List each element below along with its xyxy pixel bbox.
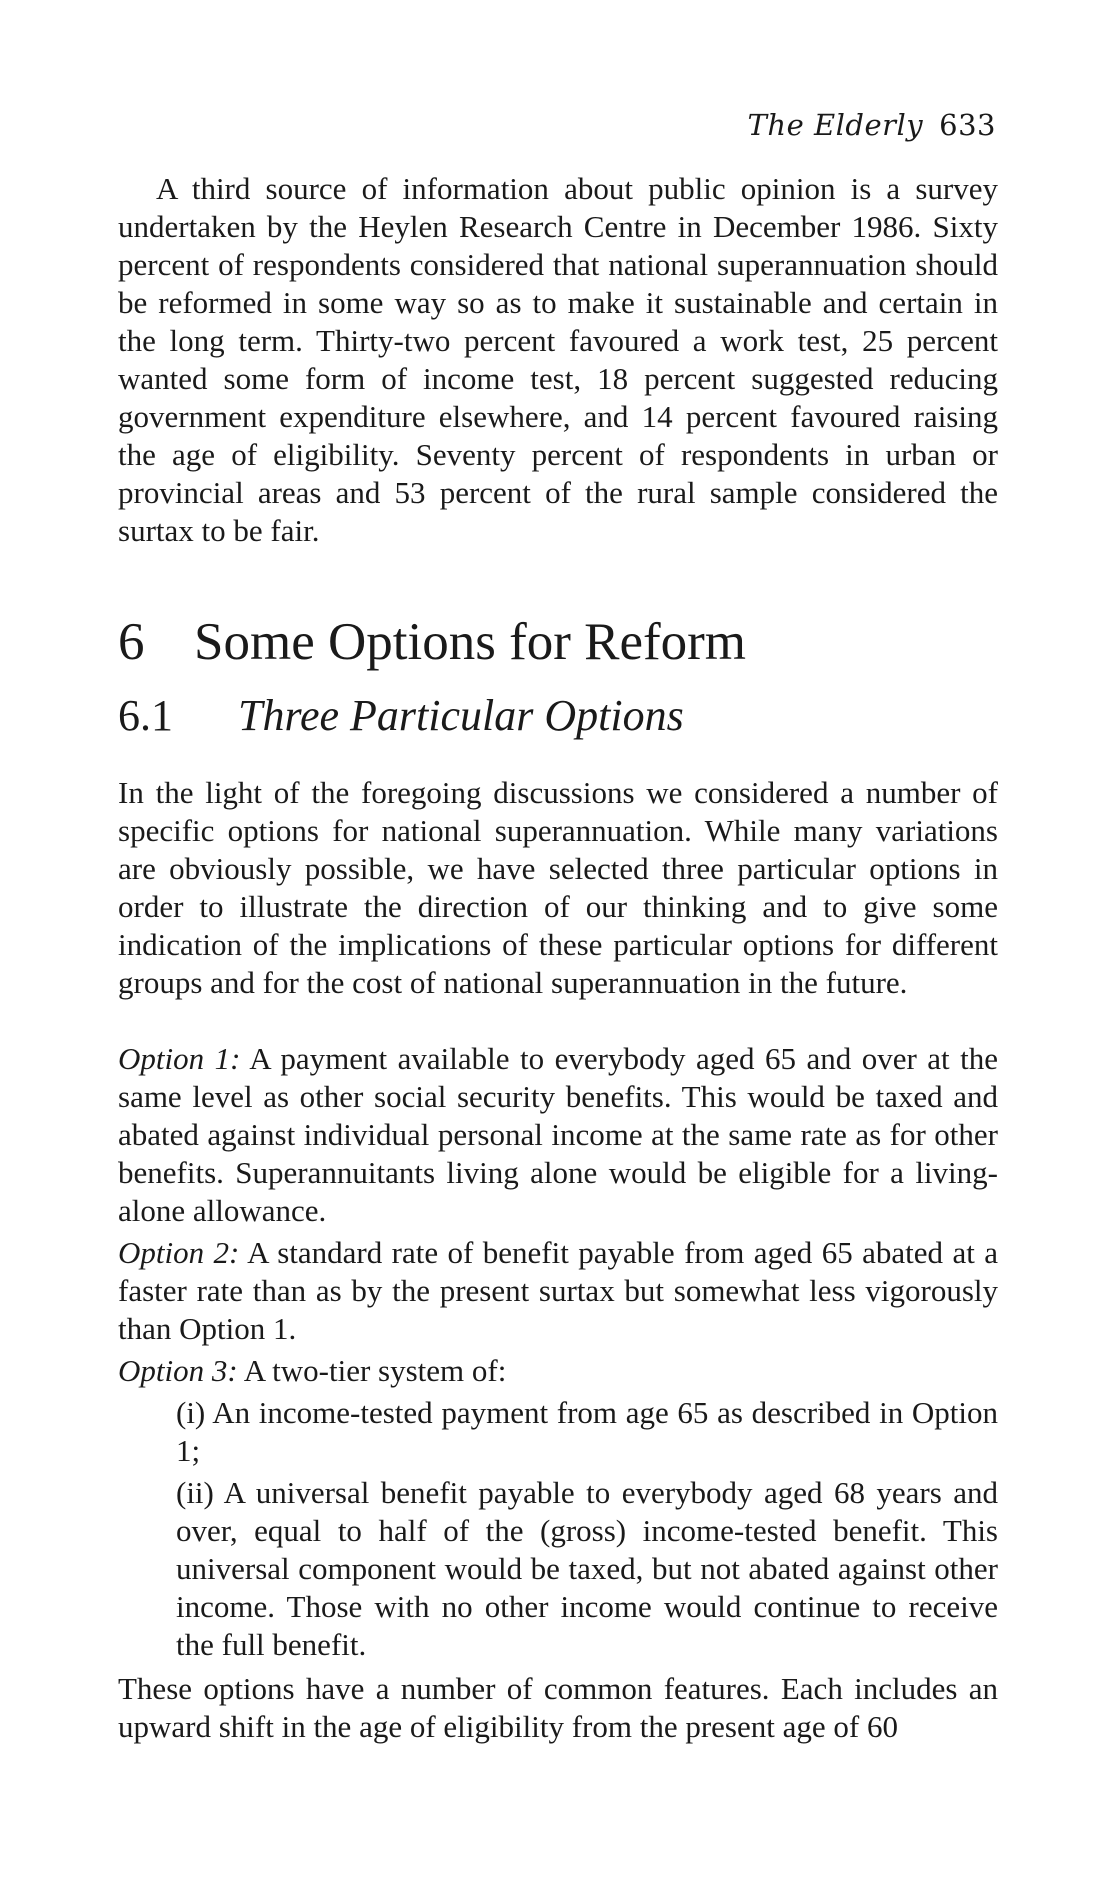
subsection-heading xyxy=(118,690,684,742)
option-2-text: A standard rate of benefit payable from aged 65 abated at a faster rate than as by the present surtax but somewhat less vigorously than Option 1. xyxy=(118,1235,999,1346)
running-head-title: The Elderly xyxy=(747,108,924,142)
section-title: Some Options for Reform xyxy=(194,613,747,671)
option-2 xyxy=(118,1234,998,1348)
subsection-title: Three Particular Options xyxy=(238,691,684,740)
option-1-label: Option 1: xyxy=(118,1041,241,1076)
page-number: 633 xyxy=(939,108,996,142)
option-3-text: A two-tier system of: xyxy=(243,1353,507,1388)
option-3-item-ii: (ii) A universal benefit payable to everybody aged 68 years and over, equal to half of the (gross) income-tested benefit. This universal component would be taxed, but not abated against other income. Those with no other income would continue to receive the full benefit. xyxy=(176,1475,998,1662)
paragraph-options-intro: In the light of the foregoing discussions we considered a number of specific options for national superannuation. While many variations are obviously possible, we have selected three particular options in order to illustrate the direction of our thinking and to give some indication of the implications of these particular options for different groups and for the cost of national superannuation in the future. xyxy=(118,775,998,1000)
subsection-number: 6.1 xyxy=(118,691,173,740)
option-1-text: A payment available to everybody aged 65 and over at the same level as other social security benefits. This would be taxed and abated against individual personal income at the same rate as for other benefits. Superannuitants living alone would be eligible for a living-alone allowance. xyxy=(118,1041,999,1228)
option-3 xyxy=(118,1352,998,1390)
option-2-label: Option 2: xyxy=(118,1235,240,1270)
section-heading xyxy=(118,612,746,672)
section-number: 6 xyxy=(118,613,145,671)
paragraph-common-features: These options have a number of common features. Each includes an upward shift in the age of eligibility from the present age of 60 xyxy=(118,1671,998,1744)
paragraph-survey: A third source of information about public opinion is a survey undertaken by the Heylen Research Centre in December 1986. Sixty percent of respondents considered that national superannuation should be reformed in some way so as to make it sustainable and certain in the long term. Thirty-two percent favoured a work test, 25 percent wanted some form of income test, 18 percent suggested reducing government expenditure elsewhere, and 14 percent favoured raising the age of eligibility. Seventy percent of respondents in urban or provincial areas and 53 percent of the rural sample considered the surtax to be fair. xyxy=(118,171,998,548)
running-head xyxy=(748,108,996,142)
options-list xyxy=(118,1040,998,1750)
option-3-label: Option 3: xyxy=(118,1353,238,1388)
option-1 xyxy=(118,1040,998,1230)
option-3-item-i: (i) An income-tested payment from age 65 as described in Option 1; xyxy=(176,1395,998,1468)
